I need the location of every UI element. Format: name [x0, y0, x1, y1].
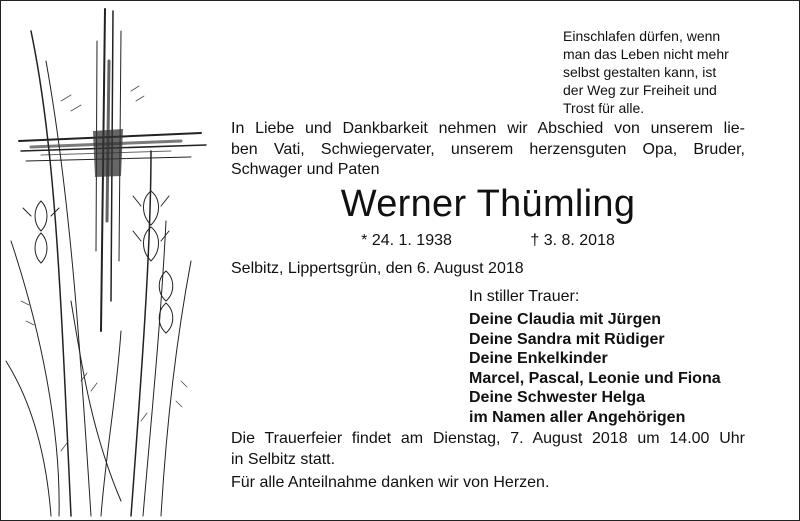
mourner-entry: Deine Schwester Helga: [469, 389, 646, 406]
mourner-entry: Deine Sandra mit Rüdiger: [469, 330, 665, 348]
service-line: in Selbitz statt.: [231, 450, 336, 468]
mourner-entry: Deine Enkelkinder: [469, 350, 608, 367]
deceased-name: Werner Thümling: [340, 183, 636, 225]
intro-line: ben Vati, Schwiegervater, unserem herzensguten Opa, Bruder,: [231, 140, 745, 158]
service-line: Die Trauerfeier findet am Dienstag, 7. August 2018 um 14.00 Uhr: [231, 430, 745, 447]
mourners-label: In stiller Trauer:: [469, 288, 580, 305]
intro-line: Schwager und Paten: [231, 161, 380, 178]
mourners-list: [469, 310, 721, 427]
thanks-line: Für alle Anteilnahme danken wir von Herzen.: [231, 474, 550, 491]
quote-line: man das Leben nicht mehr: [563, 46, 729, 62]
intro-line: In Liebe und Dankbarkeit nehmen wir Abschied von unserem lie-: [231, 120, 745, 137]
funeral-service-info: [231, 429, 745, 470]
mourner-entry: Deine Claudia mit Jürgen: [469, 311, 662, 328]
mourner-entry: im Namen aller Angehörigen: [469, 408, 686, 426]
quote-line: der Weg zur Freiheit und: [563, 82, 717, 98]
birth-date: * 24. 1. 1938: [361, 232, 452, 249]
cross-and-wheat-illustration: [1, 1, 221, 520]
death-date: † 3. 8. 2018: [530, 232, 615, 249]
place-and-date: Selbitz, Lippertsgrün, den 6. August 2018: [231, 260, 524, 277]
farewell-intro: [231, 119, 745, 181]
quote-line: Trost für alle.: [563, 100, 645, 116]
life-dates: [231, 231, 745, 251]
quote-line: Einschlafen dürfen, wenn: [563, 28, 721, 44]
mourner-entry: Marcel, Pascal, Leonie und Fiona: [469, 369, 721, 387]
quote-line: selbst gestalten kann, ist: [563, 64, 717, 80]
epigraph-quote: [563, 27, 788, 117]
